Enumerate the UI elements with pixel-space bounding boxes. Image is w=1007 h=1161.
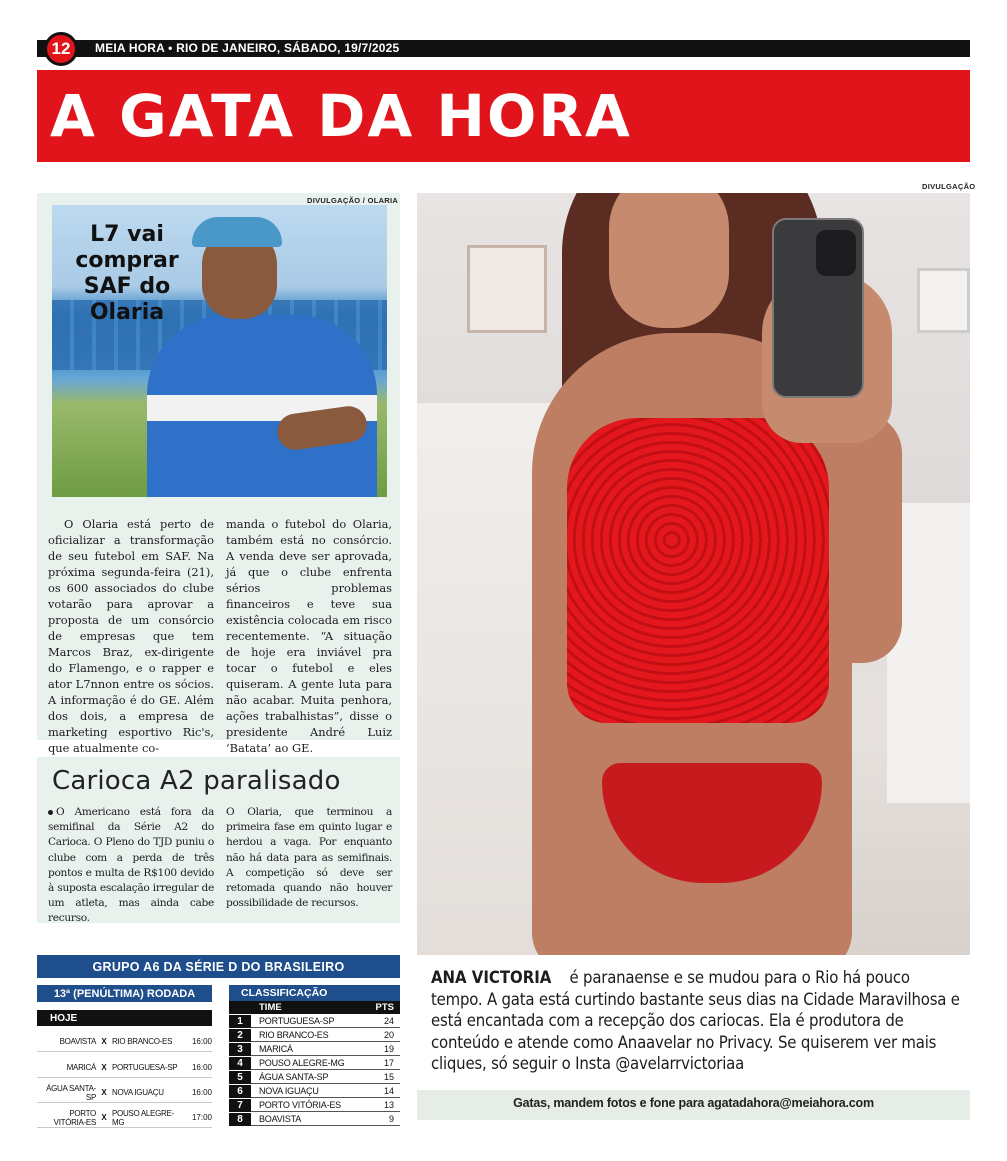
brief-body-col2: O Olaria, que terminou a primeira fase em quinto lugar e herdou a vaga. Por enquanto não há data para as semifinais. A competição só deve ser retomada quando não houver possibilidade de recursos.	[226, 806, 392, 910]
page-number: 12	[44, 32, 78, 66]
feature-photo-credit: DIVULGAÇÃO	[922, 182, 976, 191]
date-text: RIO DE JANEIRO, SÁBADO, 19/7/2025	[176, 41, 400, 55]
brand-name: MEIA HORA	[95, 41, 165, 55]
classification-row: 3 MARICÁ 19	[229, 1043, 400, 1056]
classification-row: 5 ÁGUA SANTA-SP 15	[229, 1071, 400, 1084]
feature-caption	[431, 967, 963, 1075]
match-row: ÁGUA SANTA-SP X NOVA IGUAÇU 16:00	[37, 1083, 212, 1103]
classification-row: 6 NOVA IGUAÇU 14	[229, 1085, 400, 1098]
brief-body-col1: O Americano está fora da semifinal da Série A2 do Carioca. O Pleno do TJD puniu o clube com a perda de três pontos e multa de R$100 devido à suposta escalação irregular de um atleta, mas ainda cabe recurso.	[48, 806, 214, 925]
match-row: PORTO VITÓRIA-ES X POUSO ALEGRE-MG 17:00	[37, 1108, 212, 1128]
match-row: MARICÁ X PORTUGUESA-SP 16:00	[37, 1058, 212, 1078]
brief-title: Carioca A2 paralisado	[52, 766, 341, 796]
classification-title: CLASSIFICAÇÃO	[229, 985, 400, 1001]
group-title: GRUPO A6 DA SÉRIE D DO BRASILEIRO	[37, 955, 400, 978]
article-headline: L7 vai comprar SAF do Olaria	[75, 222, 179, 325]
classification-row: 4 POUSO ALEGRE-MG 17	[229, 1057, 400, 1070]
article-body-col1: O Olaria está perto de oficializar a transformação de seu futebol em SAF. Na próxima segunda-feira (21), os 600 associados do clube votarão para aprovar a proposta de um consórcio de empresas que tem Marcos Braz, ex-dirigente do Flamengo, e o rapper e ator L7nnon entre os sócios. A informação é do GE. Além dos dois, a empresa de marketing esportivo Ric's, que atualmente co-	[48, 517, 214, 755]
match-row: BOAVISTA X RIO BRANCO-ES 16:00	[37, 1032, 212, 1052]
bullet-icon	[48, 810, 53, 815]
classification-row: 2 RIO BRANCO-ES 20	[229, 1029, 400, 1042]
classification-row: 8 BOAVISTA 9	[229, 1113, 400, 1126]
article-body-col2: manda o futebol do Olaria, também está no consórcio. A venda deve ser aprovada, já que o clube enfrenta sérios problemas financeiros e teve sua existência colocada em risco recentemente. “A situação de hoje era inviável pra tocar o futebol e eles quiseram. A gente luta para não acabar. Muita penhora, ações trabalhistas”, disse o presidente André Luiz ‘Batata’ ao GE.	[226, 517, 392, 755]
classification-row: 7 PORTO VITÓRIA-ES 13	[229, 1099, 400, 1112]
section-title: A GATA DA HORA	[50, 82, 632, 150]
classification-row: 1 PORTUGUESA-SP 24	[229, 1015, 400, 1028]
separator: •	[168, 41, 173, 55]
classification-header: TIME PTS	[229, 1001, 400, 1014]
photo-credit: DIVULGAÇÃO / OLARIA	[307, 196, 399, 205]
feature-caption-text: é paranaense e se mudou para o Rio há pouco tempo. A gata está curtindo bastante seus dias na Cidade Maravilhosa e está encantada com a recepção dos cariocas. Ela é produtora de conteúdo e atende como Anaavelar no Privacy. Se quiserem ver mais cliques, só seguir o Insta @avelarrvictoriaa	[431, 968, 960, 1073]
dateline	[95, 41, 399, 55]
feature-photo	[417, 193, 970, 955]
contact-footer: Gatas, mandem fotos e fone para agatadahora@meiahora.com	[513, 1096, 874, 1110]
today-label: HOJE	[37, 1010, 212, 1026]
round-title: 13ª (PENÚLTIMA) RODADA	[37, 985, 212, 1002]
feature-name: ANA VICTORIA	[431, 968, 552, 987]
